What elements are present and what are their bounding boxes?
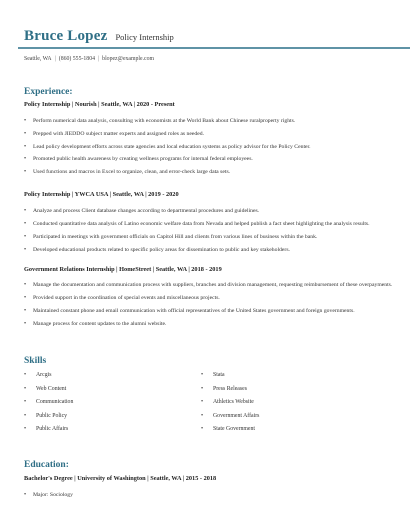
skills-column-right xyxy=(201,372,371,440)
job-bullet-list xyxy=(24,117,394,176)
job-bullet: • Participated in meetings with government officials on Capitol Hill and clients from various lines of business within the bank. xyxy=(24,233,394,241)
job-bullet: • Developed educational products related to specific policy areas for dissemination to public and key stakeholders. xyxy=(24,246,394,254)
job-bullet: • Lead policy development efforts across state agencies and local education systems as policy advisor for the Policy Center. xyxy=(24,143,394,151)
candidate-name: Bruce Lopez xyxy=(24,28,108,44)
job-bullet: • Manage the documentation and communication process with suppliers, branches and division management, requesting reimbursement of these overpayments. xyxy=(24,281,394,289)
job-heading: Policy Internship | YWCA USA | Seattle, WA | 2019 - 2020 xyxy=(24,191,179,198)
job-bullet: • Manage process for content updates to the alumni website. xyxy=(24,320,394,328)
skill-item: • Arcgis xyxy=(24,372,194,386)
contact-separator: | xyxy=(54,56,56,62)
skill-item: • Athletics Website xyxy=(201,399,371,413)
job-bullet: • Prepped with JIEDDO subject matter experts and assigned roles as needed. xyxy=(24,130,394,138)
education-heading: Bachelor's Degree | University of Washington | Seattle, WA | 2015 - 2018 xyxy=(24,475,217,482)
job-bullet: • Used functions and macros in Excel to organize, clean, and error-check large data sets. xyxy=(24,168,394,176)
job-heading: Policy Internship | Nourish | Seattle, WA | 2020 - Present xyxy=(24,101,175,108)
education-bullet: • Major: Sociology xyxy=(24,491,394,499)
job-bullet: • Promoted public health awareness by creating wellness programs for internal federal employees. xyxy=(24,155,394,163)
header-divider xyxy=(18,47,410,49)
skills-section-title: Skills xyxy=(24,356,47,366)
skill-item: • Web Content xyxy=(24,386,194,400)
education-bullet-list xyxy=(24,491,394,499)
skill-item: • Public Policy xyxy=(24,413,194,427)
skill-item: • Stata xyxy=(201,372,371,386)
skill-item: • Public Affairs xyxy=(24,426,194,440)
job-bullet: • Conducted quantitative data analysis of Latino economic welfare data from Nevada and helped publish a fact sheet highlighting the analysis results. xyxy=(24,220,394,228)
job-bullet: • Perform numerical data analysis, consulting with economists at the World Bank about Chinese ruralproperty rights. xyxy=(24,117,394,125)
contact-email: blopez@example.com xyxy=(102,56,155,62)
skill-item: • Press Releases xyxy=(201,386,371,400)
contact-line xyxy=(24,56,154,62)
skills-column-left xyxy=(24,372,194,440)
experience-section-title: Experience: xyxy=(24,87,73,97)
skill-item: • State Government xyxy=(201,426,371,440)
education-section-title: Education: xyxy=(24,460,69,470)
skill-item: • Communication xyxy=(24,399,194,413)
resume-header xyxy=(24,27,174,45)
job-bullet: • Provided support in the coordination of special events and miscellaneous projects. xyxy=(24,294,394,302)
job-bullet: • Maintained constant phone and email communication with official representatives of the United States government and foreign governments. xyxy=(24,307,394,315)
skill-item: • Government Affairs xyxy=(201,413,371,427)
contact-phone: (860) 555-1804 xyxy=(58,56,95,62)
job-bullet-list xyxy=(24,207,394,254)
target-role: Policy Internship xyxy=(115,32,174,42)
job-bullet: • Analyze and process Client database changes according to departmental procedures and guidelines. xyxy=(24,207,394,215)
job-heading: Government Relations Internship | HomeStreet | Seattle, WA | 2018 - 2019 xyxy=(24,266,222,273)
contact-separator: | xyxy=(98,56,100,62)
job-bullet-list xyxy=(24,281,394,328)
contact-location: Seattle, WA xyxy=(24,56,52,62)
